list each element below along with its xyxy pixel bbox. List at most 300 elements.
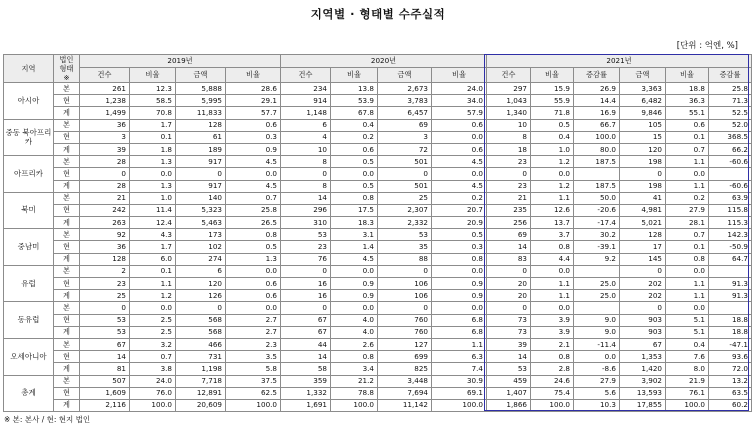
- value-cell: 568: [176, 314, 226, 326]
- value-cell: 0.0: [226, 302, 281, 314]
- type-cell: 계: [54, 326, 80, 338]
- value-cell: 5.6: [574, 387, 620, 399]
- value-cell: 1.1: [531, 192, 574, 204]
- value-cell: 6,482: [620, 95, 666, 107]
- value-cell: 39: [80, 143, 130, 155]
- value-cell: 0.0: [432, 168, 487, 180]
- value-cell: 12.3: [130, 83, 176, 95]
- value-cell: 128: [620, 229, 666, 241]
- value-cell: 1.2: [531, 180, 574, 192]
- value-cell: [574, 168, 620, 180]
- value-cell: 568: [176, 326, 226, 338]
- type-cell: 본: [54, 192, 80, 204]
- column-header: 증감률: [574, 68, 620, 83]
- value-cell: 0.1: [666, 241, 709, 253]
- value-cell: 1.7: [130, 241, 176, 253]
- value-cell: 4.5: [226, 180, 281, 192]
- value-cell: 5.1: [666, 314, 709, 326]
- value-cell: 0.5: [531, 119, 574, 131]
- value-cell: 10.3: [574, 399, 620, 411]
- value-cell: 4.0: [331, 326, 378, 338]
- table-row: [4, 119, 752, 131]
- value-cell: 3.1: [331, 229, 378, 241]
- value-cell: 7,694: [378, 387, 432, 399]
- table-row: [4, 302, 752, 314]
- value-cell: -8.6: [574, 363, 620, 375]
- value-cell: 760: [378, 326, 432, 338]
- value-cell: 62.5: [226, 387, 281, 399]
- value-cell: 3.9: [531, 314, 574, 326]
- value-cell: 2.6: [331, 338, 378, 350]
- value-cell: 53: [80, 314, 130, 326]
- value-cell: 115.8: [709, 204, 752, 216]
- value-cell: 2: [80, 265, 130, 277]
- value-cell: 7.6: [666, 351, 709, 363]
- column-header: 건수: [487, 68, 531, 83]
- value-cell: 28: [80, 156, 130, 168]
- value-cell: 0.9: [331, 278, 378, 290]
- value-cell: 1.0: [130, 192, 176, 204]
- table-row: [4, 241, 752, 253]
- column-header: 비율: [331, 68, 378, 83]
- value-cell: 72: [378, 143, 432, 155]
- value-cell: 11,833: [176, 107, 226, 119]
- value-cell: 1.1: [531, 290, 574, 302]
- value-cell: 1.2: [531, 156, 574, 168]
- value-cell: 0.5: [226, 241, 281, 253]
- value-cell: 73: [487, 326, 531, 338]
- value-cell: 8: [487, 131, 531, 143]
- value-cell: 1,198: [176, 363, 226, 375]
- value-cell: 28.1: [666, 217, 709, 229]
- value-cell: 1,043: [487, 95, 531, 107]
- value-cell: 202: [620, 278, 666, 290]
- value-cell: 34.0: [432, 95, 487, 107]
- value-cell: 1.3: [226, 253, 281, 265]
- value-cell: 8: [281, 180, 331, 192]
- value-cell: 3: [378, 131, 432, 143]
- region-cell: 북미: [4, 192, 54, 229]
- value-cell: 0.7: [130, 351, 176, 363]
- value-cell: 825: [378, 363, 432, 375]
- value-cell: 92: [80, 229, 130, 241]
- value-cell: 1.1: [666, 278, 709, 290]
- value-cell: 1,420: [620, 363, 666, 375]
- value-cell: 105: [620, 119, 666, 131]
- value-cell: 198: [620, 156, 666, 168]
- column-header: 건수: [80, 68, 130, 83]
- value-cell: 18.3: [331, 217, 378, 229]
- value-cell: 20,609: [176, 399, 226, 411]
- value-cell: 0.8: [666, 253, 709, 265]
- table-row: [4, 326, 752, 338]
- type-cell: 현: [54, 131, 80, 143]
- value-cell: 0.0: [666, 302, 709, 314]
- region-cell: 아프리카: [4, 156, 54, 193]
- value-cell: 9.0: [574, 326, 620, 338]
- value-cell: 25: [80, 290, 130, 302]
- value-cell: 3,363: [620, 83, 666, 95]
- value-cell: 0.6: [666, 119, 709, 131]
- value-cell: 2,116: [80, 399, 130, 411]
- value-cell: 3,783: [378, 95, 432, 107]
- value-cell: [574, 265, 620, 277]
- table-row: [4, 204, 752, 216]
- value-cell: 5,463: [176, 217, 226, 229]
- value-cell: -50.9: [709, 241, 752, 253]
- value-cell: 0.2: [432, 192, 487, 204]
- value-cell: 459: [487, 375, 531, 387]
- value-cell: 917: [176, 180, 226, 192]
- value-cell: 69.1: [432, 387, 487, 399]
- value-cell: 27.9: [574, 375, 620, 387]
- value-cell: 310: [281, 217, 331, 229]
- column-header: 비율: [666, 68, 709, 83]
- value-cell: 18: [487, 143, 531, 155]
- value-cell: 261: [80, 83, 130, 95]
- value-cell: 0: [487, 168, 531, 180]
- value-cell: 23: [281, 241, 331, 253]
- value-cell: 12,891: [176, 387, 226, 399]
- value-cell: 903: [620, 326, 666, 338]
- value-cell: 3.7: [531, 229, 574, 241]
- value-cell: 69: [487, 229, 531, 241]
- value-cell: 0: [281, 265, 331, 277]
- value-cell: 2.7: [226, 326, 281, 338]
- value-cell: 5,021: [620, 217, 666, 229]
- value-cell: 14: [80, 351, 130, 363]
- type-cell: 계: [54, 290, 80, 302]
- value-cell: 0.7: [666, 143, 709, 155]
- value-cell: 0.4: [531, 131, 574, 143]
- value-cell: 17.5: [331, 204, 378, 216]
- table-row: [4, 363, 752, 375]
- value-cell: 0.8: [432, 253, 487, 265]
- value-cell: [709, 302, 752, 314]
- value-cell: 67: [281, 314, 331, 326]
- value-cell: 73: [487, 314, 531, 326]
- value-cell: 0.0: [531, 168, 574, 180]
- value-cell: 100.0: [331, 399, 378, 411]
- value-cell: 39: [487, 338, 531, 350]
- value-cell: 20: [487, 278, 531, 290]
- value-cell: 78.8: [331, 387, 378, 399]
- value-cell: 0.0: [531, 302, 574, 314]
- value-cell: 6.0: [130, 253, 176, 265]
- value-cell: 120: [620, 143, 666, 155]
- value-cell: 1.1: [666, 290, 709, 302]
- value-cell: 15: [620, 131, 666, 143]
- type-header: 법인 형태※: [54, 55, 80, 83]
- column-header: 금액: [620, 68, 666, 83]
- value-cell: 25.0: [574, 290, 620, 302]
- table-row: [4, 131, 752, 143]
- table-row: [4, 217, 752, 229]
- type-cell: 현: [54, 95, 80, 107]
- value-cell: 0: [281, 302, 331, 314]
- table-row: [4, 107, 752, 119]
- value-cell: 76.0: [130, 387, 176, 399]
- value-cell: 52.0: [709, 119, 752, 131]
- value-cell: 1.4: [331, 241, 378, 253]
- value-cell: 128: [176, 119, 226, 131]
- value-cell: 67.8: [331, 107, 378, 119]
- value-cell: 24.6: [531, 375, 574, 387]
- value-cell: 2.1: [531, 338, 574, 350]
- value-cell: 0.8: [331, 351, 378, 363]
- table-row: [4, 375, 752, 387]
- value-cell: -39.1: [574, 241, 620, 253]
- value-cell: 0: [487, 302, 531, 314]
- value-cell: 0.9: [226, 143, 281, 155]
- orders-table: [3, 54, 752, 412]
- type-cell: 계: [54, 143, 80, 155]
- value-cell: 14: [281, 351, 331, 363]
- value-cell: 67: [620, 338, 666, 350]
- value-cell: 1,353: [620, 351, 666, 363]
- type-cell: 본: [54, 83, 80, 95]
- value-cell: 0.2: [331, 131, 378, 143]
- value-cell: 202: [620, 290, 666, 302]
- value-cell: 67: [80, 338, 130, 350]
- value-cell: 66.2: [709, 143, 752, 155]
- value-cell: 0: [80, 302, 130, 314]
- value-cell: 16: [281, 290, 331, 302]
- region-header: 지역: [4, 55, 54, 83]
- value-cell: 1.0: [531, 143, 574, 155]
- table-row: [4, 192, 752, 204]
- value-cell: 4.5: [226, 156, 281, 168]
- value-cell: 0.1: [130, 265, 176, 277]
- value-cell: 359: [281, 375, 331, 387]
- value-cell: 0.1: [666, 131, 709, 143]
- value-cell: 29.1: [226, 95, 281, 107]
- column-header: 비율: [432, 68, 487, 83]
- value-cell: 198: [620, 180, 666, 192]
- value-cell: 26.9: [574, 83, 620, 95]
- value-cell: 0: [378, 168, 432, 180]
- value-cell: 1.1: [666, 180, 709, 192]
- value-cell: -17.4: [574, 217, 620, 229]
- value-cell: 20.9: [432, 217, 487, 229]
- region-cell: 아시아: [4, 83, 54, 120]
- table-row: [4, 351, 752, 363]
- value-cell: 2.7: [226, 314, 281, 326]
- value-cell: 10: [487, 119, 531, 131]
- type-cell: 현: [54, 241, 80, 253]
- value-cell: 368.5: [709, 131, 752, 143]
- value-cell: 140: [176, 192, 226, 204]
- value-cell: 23: [487, 156, 531, 168]
- value-cell: 37.5: [226, 375, 281, 387]
- value-cell: 53: [281, 229, 331, 241]
- value-cell: 0.0: [666, 168, 709, 180]
- value-cell: 100.0: [226, 399, 281, 411]
- column-header: 금액: [176, 68, 226, 83]
- value-cell: -11.4: [574, 338, 620, 350]
- type-cell: 계: [54, 399, 80, 411]
- value-cell: 58.5: [130, 95, 176, 107]
- value-cell: 30.9: [432, 375, 487, 387]
- value-cell: 3.8: [130, 363, 176, 375]
- region-cell: 중남미: [4, 229, 54, 266]
- value-cell: 0.0: [226, 265, 281, 277]
- value-cell: 4: [281, 131, 331, 143]
- value-cell: 21: [487, 192, 531, 204]
- table-row: [4, 399, 752, 411]
- type-cell: 계: [54, 180, 80, 192]
- value-cell: 0.5: [432, 229, 487, 241]
- value-cell: 0.5: [331, 180, 378, 192]
- table-row: [4, 168, 752, 180]
- value-cell: 5.1: [666, 326, 709, 338]
- value-cell: 4,981: [620, 204, 666, 216]
- value-cell: 6: [176, 265, 226, 277]
- value-cell: 0.0: [226, 168, 281, 180]
- table-body: [4, 83, 752, 412]
- value-cell: 1.1: [130, 278, 176, 290]
- value-cell: 0.0: [432, 265, 487, 277]
- value-cell: 18.8: [709, 326, 752, 338]
- value-cell: 21: [80, 192, 130, 204]
- value-cell: 4.5: [432, 156, 487, 168]
- value-cell: 0.0: [666, 265, 709, 277]
- value-cell: 127: [378, 338, 432, 350]
- type-cell: 본: [54, 302, 80, 314]
- value-cell: 64.7: [709, 253, 752, 265]
- column-header-row: [4, 68, 752, 83]
- value-cell: 173: [176, 229, 226, 241]
- value-cell: 0.7: [666, 229, 709, 241]
- value-cell: 0: [378, 265, 432, 277]
- value-cell: 72.0: [709, 363, 752, 375]
- value-cell: 23: [80, 278, 130, 290]
- type-cell: 본: [54, 119, 80, 131]
- table-row: [4, 278, 752, 290]
- table-row: [4, 95, 752, 107]
- value-cell: 14: [487, 351, 531, 363]
- value-cell: 1.1: [432, 338, 487, 350]
- value-cell: 0.9: [432, 278, 487, 290]
- value-cell: 5,888: [176, 83, 226, 95]
- value-cell: 4.0: [331, 314, 378, 326]
- value-cell: 8: [281, 156, 331, 168]
- value-cell: 2.8: [531, 363, 574, 375]
- value-cell: 0.0: [432, 302, 487, 314]
- value-cell: 75.4: [531, 387, 574, 399]
- type-cell: 계: [54, 107, 80, 119]
- value-cell: 83: [487, 253, 531, 265]
- value-cell: 0.5: [331, 156, 378, 168]
- value-cell: 2.5: [130, 314, 176, 326]
- value-cell: 128: [80, 253, 130, 265]
- page-title: 지역별 · 형태별 수주실적: [310, 7, 446, 21]
- value-cell: 1.1: [531, 278, 574, 290]
- region-cell: 동유럽: [4, 302, 54, 339]
- value-cell: 0.0: [531, 265, 574, 277]
- value-cell: 9.2: [574, 253, 620, 265]
- table-row: [4, 290, 752, 302]
- value-cell: 1.3: [130, 156, 176, 168]
- value-cell: 1.1: [666, 156, 709, 168]
- value-cell: 0.2: [666, 192, 709, 204]
- value-cell: 80.0: [574, 143, 620, 155]
- value-cell: 189: [176, 143, 226, 155]
- value-cell: 71.3: [709, 95, 752, 107]
- value-cell: 76.1: [666, 387, 709, 399]
- value-cell: 234: [281, 83, 331, 95]
- value-cell: 263: [80, 217, 130, 229]
- value-cell: 0.1: [130, 131, 176, 143]
- value-cell: 11.4: [130, 204, 176, 216]
- value-cell: 731: [176, 351, 226, 363]
- value-cell: 0.0: [331, 168, 378, 180]
- unit-label: [단위 : 억엔, %]: [676, 41, 738, 51]
- value-cell: 0: [281, 168, 331, 180]
- value-cell: 71.8: [531, 107, 574, 119]
- value-cell: 699: [378, 351, 432, 363]
- value-cell: 242: [80, 204, 130, 216]
- value-cell: 2,332: [378, 217, 432, 229]
- table-row: [4, 156, 752, 168]
- value-cell: 2,673: [378, 83, 432, 95]
- value-cell: 6.8: [432, 314, 487, 326]
- value-cell: [574, 302, 620, 314]
- value-cell: 3.9: [531, 326, 574, 338]
- value-cell: [709, 265, 752, 277]
- table-row: [4, 314, 752, 326]
- value-cell: 15.9: [531, 83, 574, 95]
- value-cell: 53: [80, 326, 130, 338]
- type-cell: 본: [54, 156, 80, 168]
- column-header: 증감률: [709, 68, 752, 83]
- value-cell: 0.6: [226, 290, 281, 302]
- value-cell: 100.0: [432, 399, 487, 411]
- value-cell: 1,866: [487, 399, 531, 411]
- value-cell: 466: [176, 338, 226, 350]
- value-cell: 235: [487, 204, 531, 216]
- region-cell: 유럽: [4, 265, 54, 302]
- type-cell: 본: [54, 229, 80, 241]
- value-cell: 23: [487, 180, 531, 192]
- value-cell: 70.8: [130, 107, 176, 119]
- value-cell: 187.5: [574, 180, 620, 192]
- value-cell: 100.0: [531, 399, 574, 411]
- value-cell: 106: [378, 278, 432, 290]
- value-cell: 0.9: [432, 290, 487, 302]
- value-cell: -60.6: [709, 180, 752, 192]
- value-cell: 0: [176, 302, 226, 314]
- value-cell: 17,855: [620, 399, 666, 411]
- value-cell: 55.9: [531, 95, 574, 107]
- value-cell: 0: [80, 168, 130, 180]
- value-cell: 1,407: [487, 387, 531, 399]
- value-cell: 2.3: [226, 338, 281, 350]
- value-cell: 274: [176, 253, 226, 265]
- year-header-row: [4, 55, 752, 68]
- value-cell: 0.6: [432, 119, 487, 131]
- value-cell: 60.2: [709, 399, 752, 411]
- value-cell: 20: [487, 290, 531, 302]
- value-cell: 507: [80, 375, 130, 387]
- value-cell: 66.7: [574, 119, 620, 131]
- value-cell: 5,323: [176, 204, 226, 216]
- value-cell: 115.3: [709, 217, 752, 229]
- value-cell: 917: [176, 156, 226, 168]
- value-cell: 126: [176, 290, 226, 302]
- value-cell: 1,499: [80, 107, 130, 119]
- value-cell: 0: [487, 265, 531, 277]
